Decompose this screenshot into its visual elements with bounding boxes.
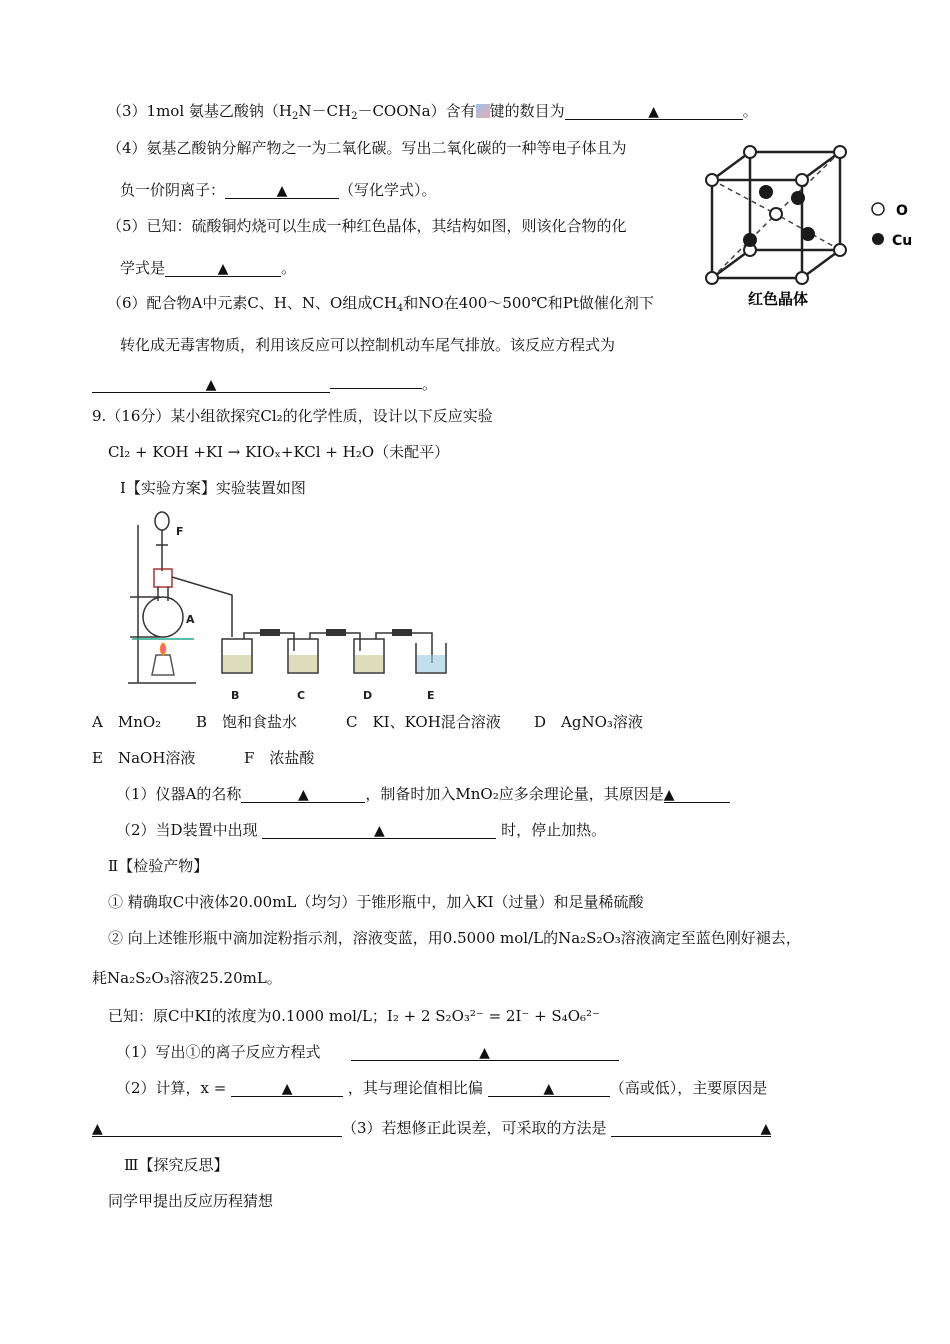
part2-q3: ▲ （3）若想修正此误差，可采取的方法是 ▲ xyxy=(92,1119,772,1137)
label-a: A xyxy=(186,613,195,626)
final-line: 同学甲提出反应历程猜想 xyxy=(108,1192,274,1210)
reagent-e: E NaOH溶液 xyxy=(92,749,196,767)
step-2: ② 向上述锥形瓶中滴加淀粉指示剂，溶液变蓝，用0.5000 mol/L的Na₂S₂O₃溶液滴定至蓝色刚好褪去， xyxy=(108,929,801,947)
q4-answer-blank[interactable]: ▲ xyxy=(225,180,339,199)
q3-line: （3）1mol 氨基乙酸钠$(H_2N-CH_2-COONa)$含有 键的数目为 ▲ 。 xyxy=(107,102,758,122)
high-low-blank[interactable]: ▲ xyxy=(488,1078,610,1097)
reagent-f: F 浓盐酸 xyxy=(244,749,315,767)
reagent-c: C KI、KOH混合溶液 xyxy=(346,713,501,731)
step-2-cont: 耗Na₂S₂O₃溶液25.20mL。 xyxy=(92,969,282,987)
q4-line1: （4）氨基乙酸钠分解产物之一为二氧化碳。写出二氧化碳的一种等电子体且为 xyxy=(107,139,627,157)
step-1: ① 精确取C中液体20.00mL（均匀）于锥形瓶中，加入KI（过量）和足量稀硫酸 xyxy=(108,893,644,911)
q6-answer-blank[interactable]: ▲ xyxy=(92,374,330,393)
part2-q2: （2）计算，x = ▲ ，其与理论值相比偏 ▲ （高或低），主要原因是 xyxy=(116,1079,768,1097)
q4-line2: 负一价阴离子： ▲ （写化学式）。 xyxy=(120,181,437,199)
q9-equation: Cl₂ + KOH +KI → KIOₓ+KCl + H₂O（未配平） xyxy=(108,443,450,461)
x-value-blank[interactable]: ▲ xyxy=(231,1078,343,1097)
q3-answer-blank[interactable]: ▲ xyxy=(565,101,743,120)
q5-line1: （5）已知：硫酸铜灼烧可以生成一种红色晶体，其结构如图，则该化合物的化 xyxy=(107,217,627,235)
part1-q2: （2）当D装置中出现 ▲ 时，停止加热。 xyxy=(116,821,607,839)
crystal-structure-figure xyxy=(700,142,925,312)
q6-line2: 转化成无毒害物质，利用该反应可以控制机动车尾气排放。该反应方程式为 xyxy=(120,336,616,354)
q9-title: 9.（16分）某小组欲探究Cl₂的化学性质，设计以下反应实验 xyxy=(92,407,493,425)
part1-q1: （1）仪器A的名称 ▲ ，制备时加入MnO₂应多余理论量，其原因是▲ xyxy=(116,784,730,804)
section-3-heading: Ⅲ【探究反思】 xyxy=(124,1156,229,1174)
reagent-b: B 饱和食盐水 xyxy=(196,713,298,731)
q5-line2: 学式是 ▲ 。 xyxy=(120,259,297,277)
label-b: B xyxy=(231,689,240,702)
ionic-equation-blank[interactable]: ▲ xyxy=(351,1042,619,1061)
apparatus-figure xyxy=(120,505,460,705)
part2-q1: （1）写出①的离子反应方程式 ▲ xyxy=(116,1042,619,1062)
image-fragment-icon xyxy=(476,104,490,118)
main-reason-blank[interactable]: ▲ xyxy=(92,1118,342,1137)
q6-line3: ▲ 。 xyxy=(92,370,437,394)
reagent-d: D AgNO₃溶液 xyxy=(534,713,643,731)
label-f: F xyxy=(176,525,184,538)
instrument-name-blank[interactable]: ▲ xyxy=(241,784,365,803)
label-c: C xyxy=(297,689,306,702)
legend-cu-label: Cu xyxy=(892,233,913,249)
section-1-heading: Ⅰ【实验方案】实验装置如图 xyxy=(120,479,306,497)
q5-answer-blank[interactable]: ▲ xyxy=(165,258,281,277)
reason-blank[interactable]: ▲ xyxy=(664,784,730,803)
label-d: D xyxy=(363,689,373,702)
reagent-a: A MnO₂ xyxy=(92,713,162,731)
correction-method-blank[interactable]: ▲ xyxy=(611,1118,771,1137)
phenomenon-blank[interactable]: ▲ xyxy=(262,820,496,839)
known-info: 已知：原C中KI的浓度为0.1000 mol/L；I₂ + 2 S₂O₃²⁻ = 2I⁻ + S₄O₆²⁻ xyxy=(108,1007,600,1025)
legend-o-label: O xyxy=(896,203,908,219)
crystal-caption: 红色晶体 xyxy=(748,290,809,308)
section-2-heading: Ⅱ【检验产物】 xyxy=(108,857,209,875)
q6-line1: （6）配合物A中元素C、H、N、O组成$CH_4$和NO在400～500℃和Pt做催化剂下 xyxy=(107,294,654,314)
label-e: E xyxy=(427,689,435,702)
